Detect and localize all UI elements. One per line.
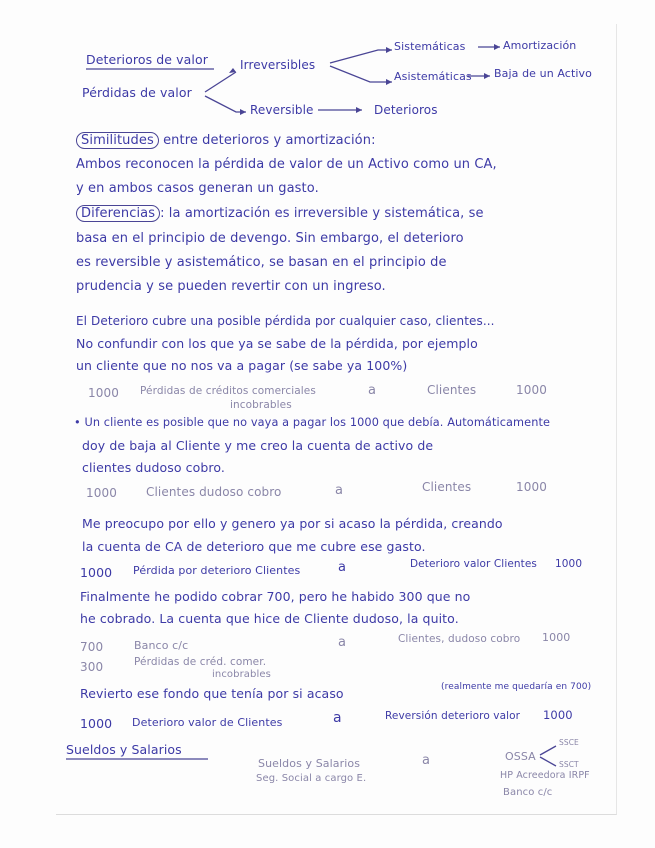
label-reversible: Reversible [250,103,314,117]
asiento4-debit-2b: incobrables [212,669,271,680]
label-sistematicas: Sistemáticas [394,40,466,53]
asiento5-amount-right: 1000 [543,708,573,722]
asiento3-amount-left: 1000 [80,565,113,580]
asiento1-debit-2: incobrables [230,399,292,411]
ossa-bracket [540,746,556,766]
label-asistematicas: Asistemáticas [394,70,472,83]
sueldos-credit-1b: SSCT [559,760,579,769]
similitudes-line-2: Ambos reconocen la pérdida de valor de un Activo como un CA, [76,157,497,172]
preocupo-line-1: Me preocupo por ello y genero ya por si acaso la pérdida, creando [82,516,503,531]
branch-sist-arrow [330,50,392,63]
preocupo-line-2: la cuenta de CA de deterioro que me cubre ese gasto. [82,539,426,554]
branch-asist-arrow [330,66,392,82]
title-deterioros-de-valor: Deterioros de valor [86,52,208,67]
deterioro-line-2: No confundir con los que ya se sabe de la pérdida, por ejemplo [76,336,478,351]
sueldos-a: a [422,753,431,768]
diferencias-line-1 [76,206,484,221]
asiento4-amount-2: 300 [80,660,104,674]
label-baja-activo: Baja de un Activo [494,67,592,80]
asiento1-debit-1: Pérdidas de créditos comerciales [140,385,316,397]
sueldos-debit-1: Sueldos y Salarios [258,757,361,770]
arrowhead-baja [484,73,490,79]
asiento3-a: a [338,560,347,575]
arrowhead-amort [494,44,500,50]
diferencias-line-3: es reversible y asistemático, se basan en el principio de [76,255,447,270]
branch-down-arrow [205,96,246,112]
asiento2-amount-left: 1000 [86,486,117,500]
branch-up-arrow [205,72,236,92]
asiento1-amount-right: 1000 [516,383,547,397]
asiento1-credit: Clientes [427,383,477,397]
sueldos-credit-1a: SSCE [559,738,579,747]
revierto-note: (realmente me quedaría en 700) [441,682,592,692]
similitudes-line-3: y en ambos casos generan un gasto. [76,181,319,196]
asiento2-amount-right: 1000 [516,480,547,494]
asiento5-debit: Deterioro valor de Clientes [132,716,283,729]
asiento5-amount-left: 1000 [80,716,113,731]
sueldos-debit-2: Seg. Social a cargo E. [256,773,367,784]
similitudes-label: Similitudes [76,132,159,149]
asiento3-credit: Deterioro valor Clientes [410,558,538,570]
bullet-line-2: doy de baja al Cliente y me creo la cuenta de activo de [82,438,434,453]
asiento4-amount-right: 1000 [542,631,571,644]
similitudes-text-1: entre deterioros y amortización: [163,133,376,148]
diferencias-label: Diferencias [76,205,160,222]
diferencias-line-2: basa en el principio de devengo. Sin embargo, el deterioro [76,231,464,246]
sueldos-title: Sueldos y Salarios [66,742,182,757]
sueldos-credit-3: Banco c/c [503,787,553,798]
label-perdidas-de-valor: Pérdidas de valor [82,85,192,100]
asiento4-credit: Clientes, dudoso cobro [398,633,521,645]
asiento1-amount-left: 1000 [88,386,119,400]
asiento2-a: a [335,483,344,498]
similitudes-line-1 [76,133,376,148]
arrowhead-sist [386,47,392,53]
bullet-line-3: clientes dudoso cobro. [82,460,226,475]
bullet-text-1: Un cliente es posible que no vaya a pagar los 1000 que debía. Automáticamente [84,416,551,429]
deterioro-line-1: El Deterioro cubre una posible pérdida por cualquier caso, clientes... [76,314,495,328]
arrowhead-rev [356,107,362,113]
bullet-line-1 [74,416,550,429]
asiento4-a: a [338,635,347,650]
sueldos-credit-2: HP Acreedora IRPF [500,770,590,781]
label-deterioros: Deterioros [374,103,438,117]
bullet-mark: • [74,416,81,429]
sueldos-credit-1: OSSA [505,750,536,763]
finalmente-line-2: he cobrado. La cuenta que hice de Cliente dudoso, la quito. [80,611,459,626]
label-irreversibles: Irreversibles [240,58,316,72]
asiento5-a: a [333,710,342,726]
asiento1-a: a [368,383,377,398]
arrowhead-down [240,109,246,115]
arrowhead-asist [386,79,392,85]
finalmente-line-1: Finalmente he podido cobrar 700, pero he habido 300 que no [80,589,471,604]
diferencias-text-1: : la amortización es irreversible y sistemática, se [160,206,484,221]
diferencias-line-4: prudencia y se pueden revertir con un ingreso. [76,279,386,294]
asiento5-credit: Reversión deterioro valor [385,710,521,722]
asiento2-credit: Clientes [422,480,472,494]
asiento3-amount-right: 1000 [555,558,583,570]
asiento2-debit: Clientes dudoso cobro [146,485,282,499]
deterioro-line-3: un cliente que no nos va a pagar (se sabe ya 100%) [76,358,408,373]
asiento4-amount-1: 700 [80,640,104,654]
asiento4-debit-1: Banco c/c [134,639,189,652]
asiento4-debit-2a: Pérdidas de créd. comer. [134,656,267,668]
asiento3-debit: Pérdida por deterioro Clientes [133,564,301,577]
revierto-line: Revierto ese fondo que tenía por si acaso [80,686,344,701]
label-amortizacion: Amortización [503,39,577,52]
